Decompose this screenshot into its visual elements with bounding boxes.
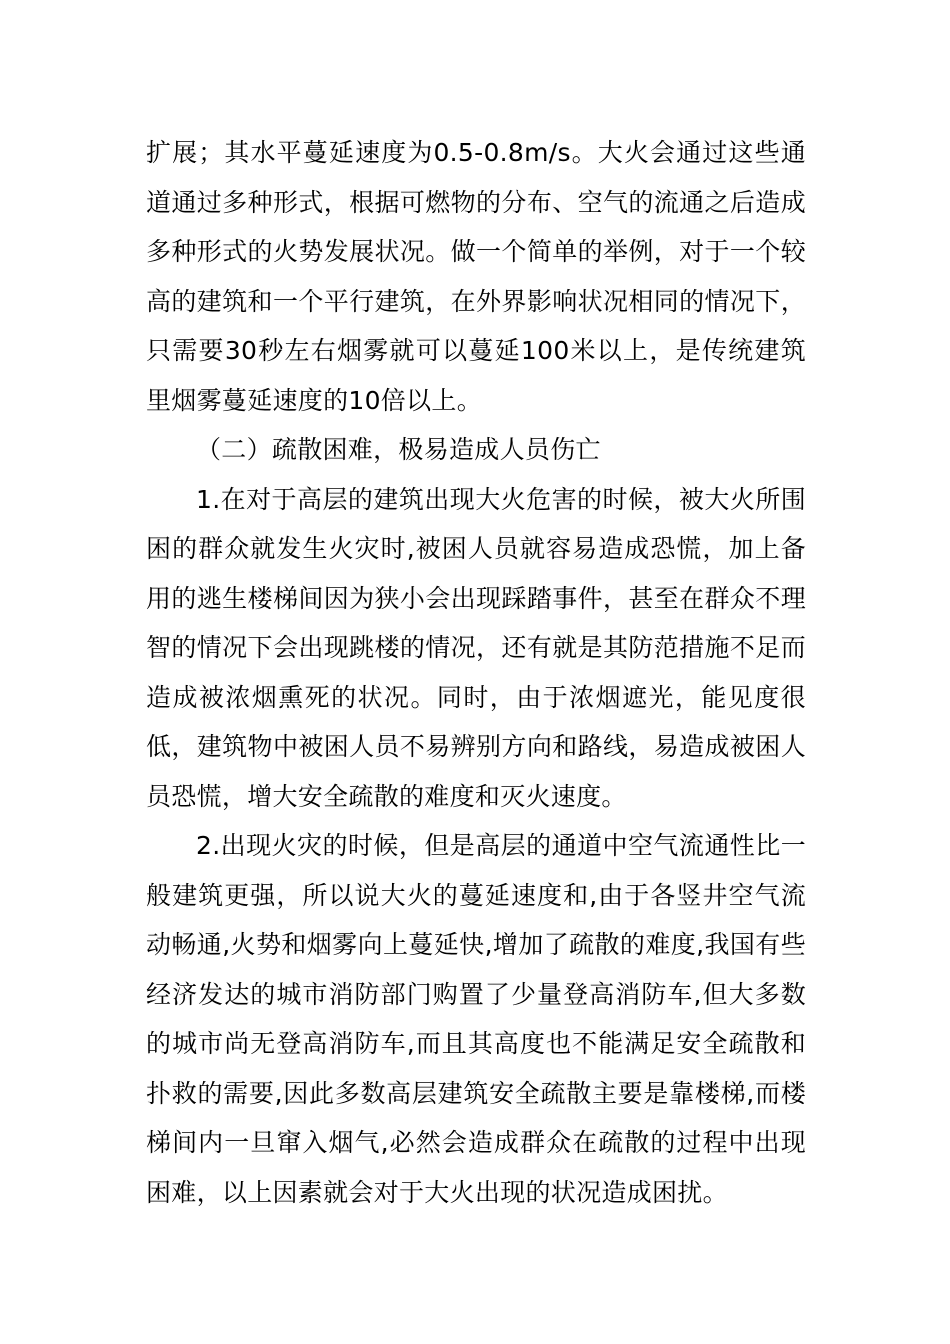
paragraph-continuation: 扩展；其水平蔓延速度为0.5-0.8m/s。大火会通过这些通道通过多种形式，根据可燃物的分布、空气的流通之后造成多种形式的火势发展状况。做一个简单的举例，对于一个较高的建筑和一个平行建筑，在外界影响状况相同的情况下，只需要30秒左右烟雾就可以蔓延100米以上，是传统建筑里烟雾蔓延速度的10倍以上。	[146, 138, 806, 415]
document-body	[146, 128, 806, 1217]
paragraph-point-1: 1.在对于高层的建筑出现大火危害的时候，被大火所围困的群众就发生火灾时,被困人员就容易造成恐慌，加上备用的逃生楼梯间因为狭小会出现踩踏事件，甚至在群众不理智的情况下会出现跳楼的情况，还有就是其防范措施不足而造成被浓烟熏死的状况。同时，由于浓烟遮光，能见度很低，建筑物中被困人员不易辨别方向和路线，易造成被困人员恐慌，增大安全疏散的难度和灭火速度。	[146, 484, 806, 811]
section-heading: （二）疏散困难，极易造成人员伤亡	[196, 435, 601, 464]
paragraph-point-2: 2.出现火灾的时候，但是高层的通道中空气流通性比一般建筑更强，所以说大火的蔓延速度和,由于各竖井空气流动畅通,火势和烟雾向上蔓延快,增加了疏散的难度,我国有些经济发达的城市消防部门购置了少量登高消防车,但大多数的城市尚无登高消防车,而且其高度也不能满足安全疏散和扑救的需要,因此多数高层建筑安全疏散主要是靠楼梯,而楼梯间内一旦窜入烟气,必然会造成群众在疏散的过程中出现困难，以上因素就会对于大火出现的状况造成困扰。	[146, 831, 806, 1207]
